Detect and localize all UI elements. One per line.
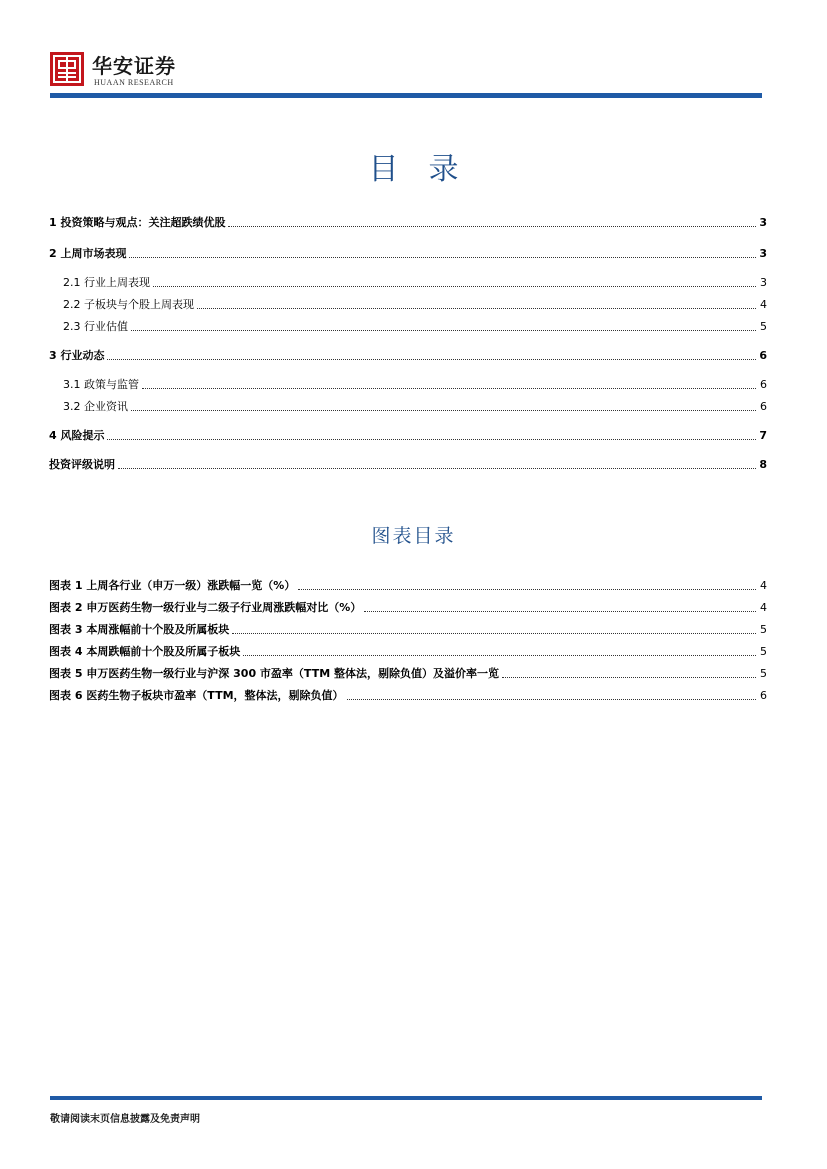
toc-entry[interactable]	[49, 247, 767, 261]
toc-entry-page: 6	[759, 349, 767, 362]
figures-title: 图表目录	[371, 525, 456, 547]
toc-leader	[107, 439, 756, 440]
logo-text: 华安证券	[92, 54, 176, 78]
toc-entry-label: 4 风险提示	[49, 429, 105, 442]
toc-entry[interactable]	[49, 378, 767, 392]
table-of-contents	[49, 216, 767, 472]
toc-leader	[131, 330, 756, 331]
figure-entry-label: 图表 1 上周各行业（申万一级）涨跌幅一览（%）	[49, 579, 296, 592]
toc-leader	[197, 308, 756, 309]
toc-entry-label: 1 投资策略与观点：关注超跌绩优股	[49, 216, 226, 229]
toc-entry[interactable]	[49, 400, 767, 414]
figure-leader	[298, 589, 756, 590]
toc-entry[interactable]	[49, 429, 767, 443]
figure-leader	[232, 633, 756, 634]
figure-entry-label: 图表 5 申万医药生物一级行业与沪深 300 市盈率（TTM 整体法，剔除负值）及溢价率一览	[49, 667, 499, 680]
toc-entry-label: 2.2 子板块与个股上周表现	[63, 298, 194, 311]
figure-list	[49, 579, 767, 703]
page-title: 目录	[368, 152, 489, 187]
figure-entry-label: 图表 3 本周涨幅前十个股及所属板块	[49, 623, 230, 636]
toc-entry-page: 7	[759, 429, 767, 442]
toc-entry-page: 3	[760, 276, 767, 289]
toc-entry-page: 3	[759, 216, 767, 229]
figure-entry[interactable]	[49, 601, 767, 615]
toc-entry-label: 3 行业动态	[49, 349, 105, 362]
toc-entry[interactable]	[49, 298, 767, 312]
toc-leader	[118, 468, 756, 469]
toc-entry-page: 4	[760, 298, 767, 311]
figure-entry-label: 图表 2 申万医药生物一级行业与二级子行业周涨跌幅对比（%）	[49, 601, 362, 614]
toc-entry-label: 2.1 行业上周表现	[63, 276, 150, 289]
toc-leader	[129, 257, 756, 258]
figure-entry[interactable]	[49, 689, 767, 703]
toc-entry-label: 3.1 政策与监管	[63, 378, 139, 391]
figure-leader	[364, 611, 756, 612]
toc-leader	[131, 410, 756, 411]
toc-leader	[153, 286, 756, 287]
figure-entry-page: 6	[760, 689, 767, 702]
toc-leader	[107, 359, 756, 360]
toc-entry[interactable]	[49, 216, 767, 230]
figure-entry-page: 4	[760, 601, 767, 614]
header-divider	[50, 93, 762, 98]
figure-entry-label: 图表 4 本周跌幅前十个股及所属子板块	[49, 645, 241, 658]
toc-entry-label: 2 上周市场表现	[49, 247, 127, 260]
footer-disclaimer: 敬请阅读末页信息披露及免责声明	[50, 1114, 200, 1125]
figure-leader	[502, 677, 756, 678]
figure-entry[interactable]	[49, 667, 767, 681]
figure-entry-page: 5	[760, 667, 767, 680]
toc-entry-page: 3	[759, 247, 767, 260]
toc-entry-page: 5	[760, 320, 767, 333]
footer-divider	[50, 1096, 762, 1100]
toc-entry-label: 3.2 企业资讯	[63, 400, 128, 413]
figure-entry-page: 5	[760, 623, 767, 636]
logo-subtitle: HUAAN RESEARCH	[94, 78, 174, 87]
figure-leader	[347, 699, 756, 700]
figure-entry-page: 4	[760, 579, 767, 592]
toc-entry-label: 投资评级说明	[49, 458, 115, 471]
figure-entry[interactable]	[49, 579, 767, 593]
toc-entry[interactable]	[49, 349, 767, 363]
toc-entry-label: 2.3 行业估值	[63, 320, 128, 333]
toc-entry-page: 6	[760, 400, 767, 413]
toc-entry-page: 6	[760, 378, 767, 391]
toc-leader	[228, 226, 756, 227]
toc-entry[interactable]	[49, 320, 767, 334]
figure-entry-label: 图表 6 医药生物子板块市盈率（TTM，整体法，剔除负值）	[49, 689, 344, 702]
toc-entry[interactable]	[49, 276, 767, 290]
toc-entry[interactable]	[49, 458, 767, 472]
toc-entry-page: 8	[759, 458, 767, 471]
figure-leader	[243, 655, 756, 656]
figure-entry[interactable]	[49, 645, 767, 659]
figure-entry[interactable]	[49, 623, 767, 637]
toc-leader	[142, 388, 756, 389]
figure-entry-page: 5	[760, 645, 767, 658]
huaan-logo-icon	[50, 52, 84, 86]
